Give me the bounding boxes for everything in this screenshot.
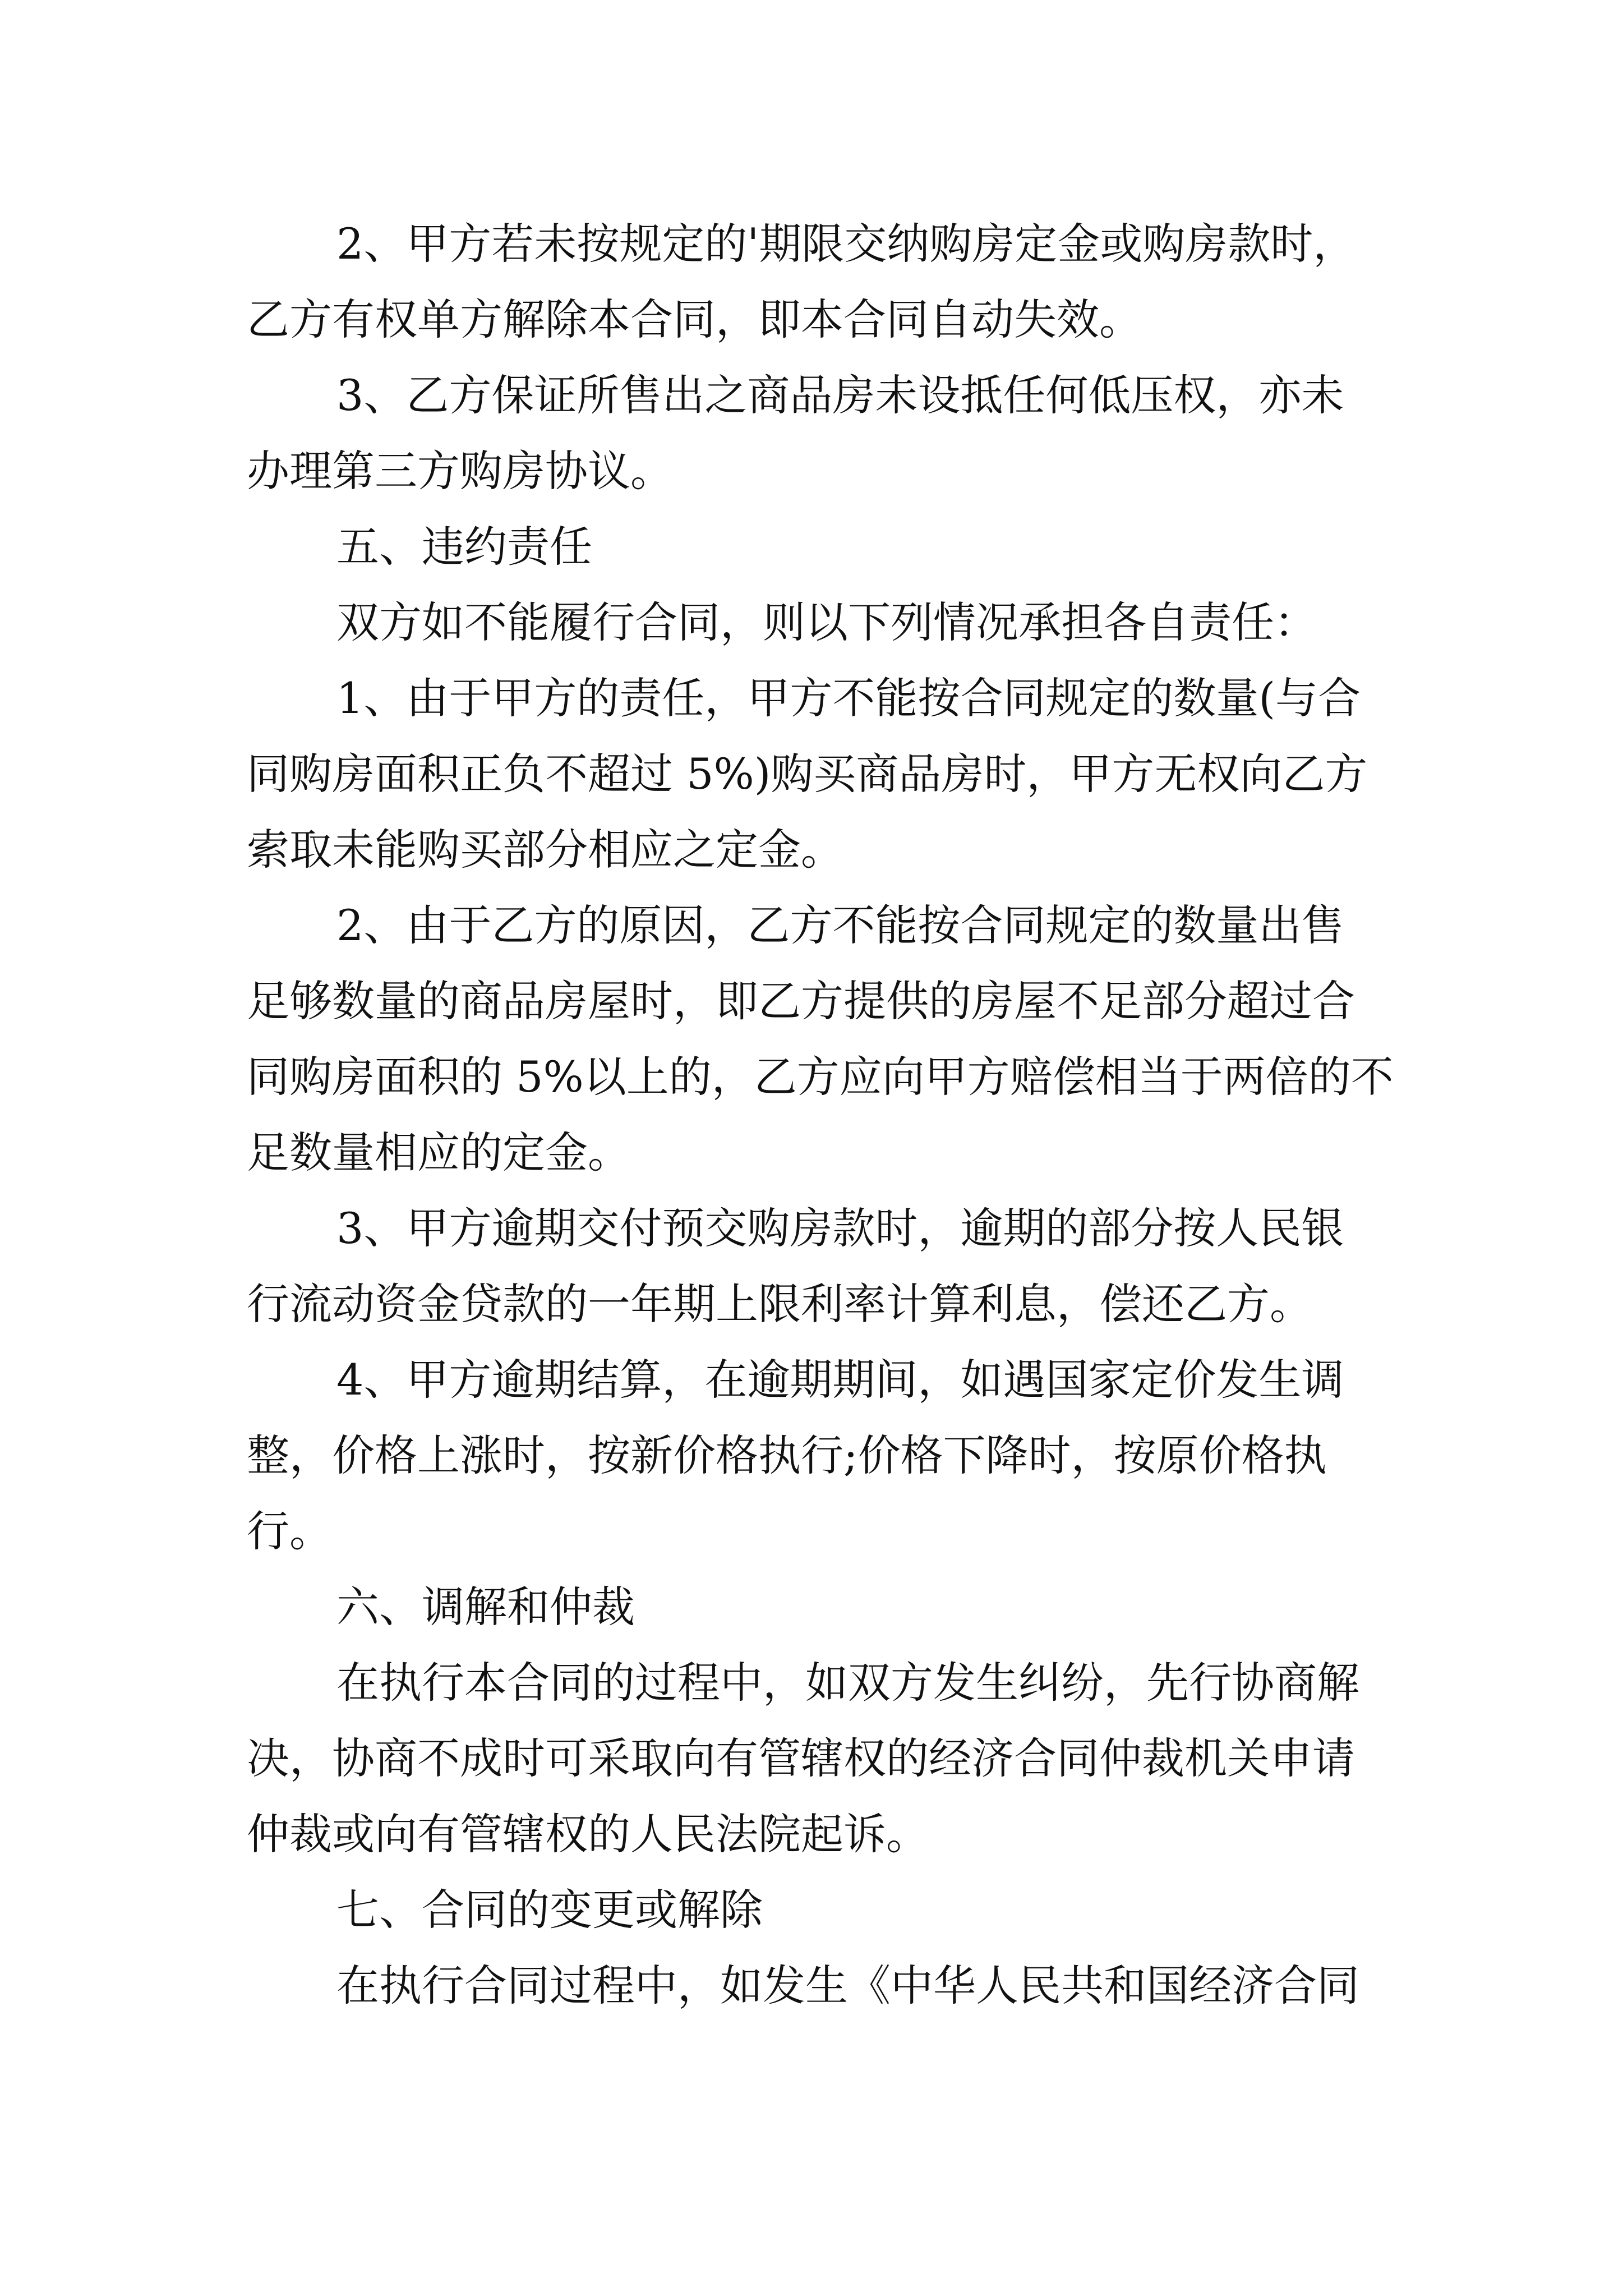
section-heading-mediation-arbitration: 六、调解和仲裁	[336, 1582, 635, 1632]
clause-5-1-line-2: 同购房面积正负不超过 5%)购买商品房时，甲方无权向乙方	[247, 749, 1368, 799]
clause-5-1-line-1: 1、由于甲方的责任，甲方不能按合同规定的数量(与合	[336, 673, 1361, 723]
amendment-paragraph-line-1: 在执行合同过程中，如发生《中华人民共和国经济合同	[336, 1961, 1359, 2010]
clause-5-2-line-4: 足数量相应的定金。	[247, 1128, 630, 1177]
clause-5-3-line-2: 行流动资金贷款的一年期上限利率计算利息，偿还乙方。	[247, 1279, 1312, 1329]
clause-5-1-line-3: 索取未能购买部分相应之定金。	[247, 825, 843, 875]
clause-5-2-line-2: 足够数量的商品房屋时，即乙方提供的房屋不足部分超过合	[247, 976, 1355, 1026]
mediation-paragraph-line-2: 决，协商不成时可采取向有管辖权的经济合同仲裁机关申请	[247, 1733, 1355, 1783]
clause-5-2-line-1: 2、由于乙方的原因，乙方不能按合同规定的数量出售	[336, 900, 1344, 950]
clause-4-3-line-1: 3、乙方保证所售出之商品房未设抵任何低压权，亦未	[336, 370, 1344, 420]
mediation-paragraph-line-3: 仲裁或向有管辖权的人民法院起诉。	[247, 1809, 929, 1859]
clause-5-2-line-3: 同购房面积的 5%以上的，乙方应向甲方赔偿相当于两倍的不	[247, 1052, 1394, 1102]
section-heading-breach-liability: 五、违约责任	[336, 522, 592, 572]
clause-5-4-line-3: 行。	[247, 1506, 332, 1556]
clause-5-4-line-1: 4、甲方逾期结算，在逾期期间，如遇国家定价发生调	[336, 1355, 1344, 1405]
section-heading-amendment-termination: 七、合同的变更或解除	[336, 1885, 763, 1935]
clause-5-4-line-2: 整，价格上涨时，按新价格执行;价格下降时，按原价格执	[247, 1430, 1327, 1480]
clause-4-2-line-1: 2、甲方若未按规定的'期限交纳购房定金或购房款时，	[336, 219, 1356, 269]
clause-4-2-line-2: 乙方有权单方解除本合同，即本合同自动失效。	[247, 295, 1142, 344]
clause-5-3-line-1: 3、甲方逾期交付预交购房款时，逾期的部分按人民银	[336, 1203, 1344, 1253]
breach-intro-paragraph: 双方如不能履行合同，则以下列情况承担各自责任：	[336, 597, 1317, 647]
clause-4-3-line-2: 办理第三方购房协议。	[247, 446, 673, 496]
mediation-paragraph-line-1: 在执行本合同的过程中，如双方发生纠纷，先行协商解	[336, 1658, 1359, 1708]
